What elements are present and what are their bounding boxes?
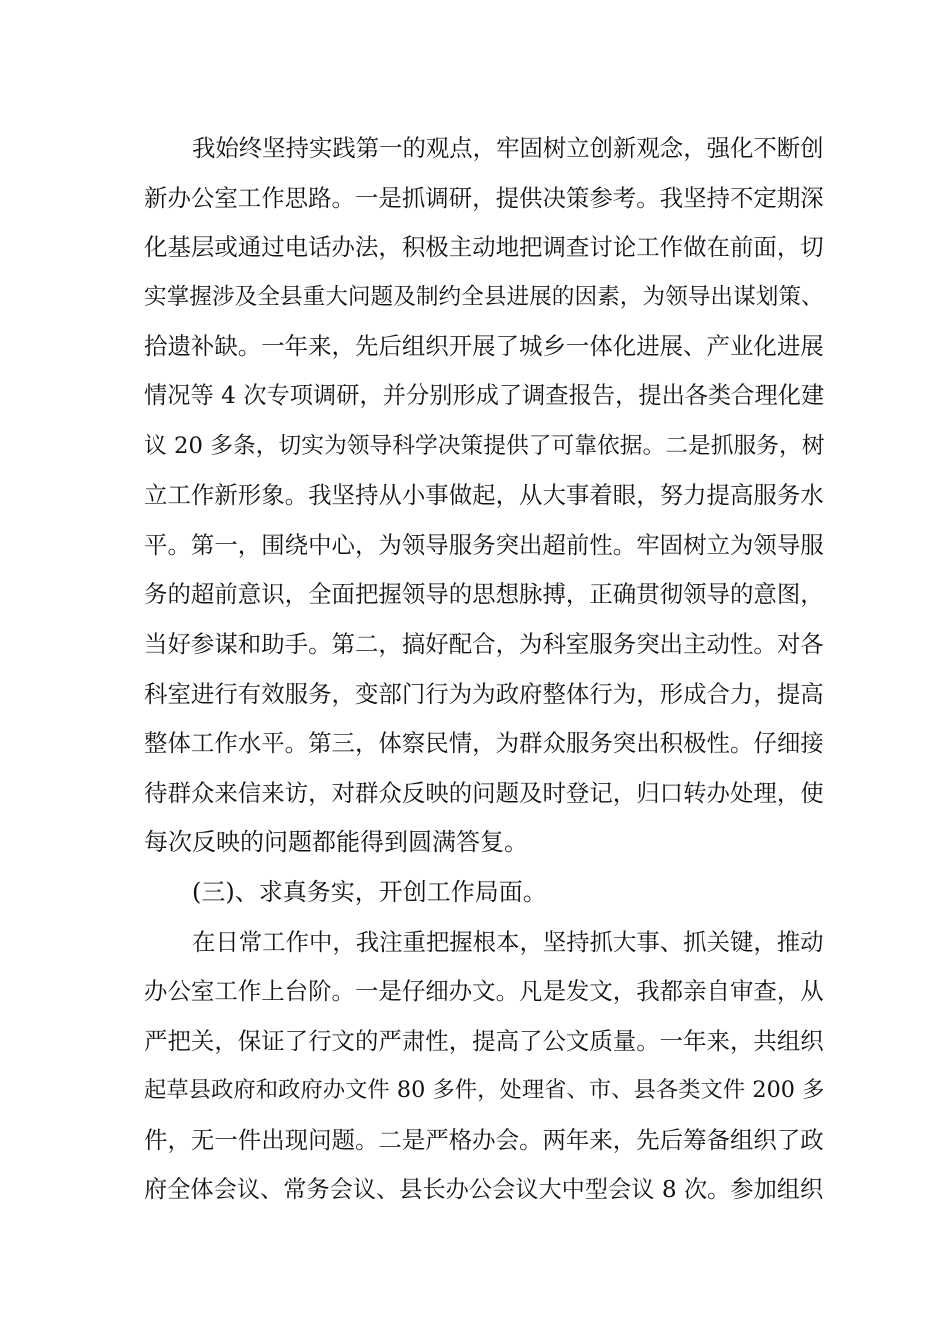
text-line: 整体工作水平。第三，体察民情，为群众服务突出积极性。仔细接 [144,729,824,758]
text-line: 平。第一，围绕中心，为领导服务突出超前性。牢固树立为领导服 [144,530,824,559]
text-line: 当好参谋和助手。第二，搞好配合，为科室服务突出主动性。对各 [144,630,824,658]
text-line: 件，无一件出现问题。二是严格办会。两年来，先后筹备组织了政 [144,1126,824,1154]
text-line: 务的超前意识，全面把握领导的思想脉搏，正确贯彻领导的意图， [144,580,824,609]
text-line: 化基层或通过电话办法，积极主动地把调查讨论工作做在前面，切 [144,233,824,262]
text-line: 待群众来信来访，对群众反映的问题及时登记，归口转办处理，使 [144,778,824,807]
text-line: 拾遗补缺。一年来，先后组织开展了城乡一体化进展、产业化进展 [144,332,824,361]
text-line: 实掌握涉及全县重大问题及制约全县进展的因素，为领导出谋划策、 [144,283,824,310]
text-line: 议 20 多条，切实为领导科学决策提供了可靠依据。二是抓服务，树 [144,432,825,459]
text-line: 科室进行有效服务，变部门行为为政府整体行为，形成合力，提高 [144,679,824,708]
text-line: 每次反映的问题都能得到圆满答复。 [144,828,528,857]
text-line: 情况等 4 次专项调研，并分别形成了调查报告，提出各类合理化建 [144,382,825,409]
text-line: 我始终坚持实践第一的观点，牢固树立创新观念，强化不断创 [192,134,824,162]
text-line: 办公室工作上台阶。一是仔细办文。凡是发文，我都亲自审查，从 [144,977,824,1006]
text-line: (三)、求真务实，开创工作局面。 [192,878,547,906]
text-line: 新办公室工作思路。一是抓调研，提供决策参考。我坚持不定期深 [144,183,824,212]
text-line: 严把关，保证了行文的严肃性，提高了公文质量。一年来，共组织 [144,1026,824,1055]
text-line: 起草县政府和政府办文件 80 多件，处理省、市、县各类文件 200 多 [144,1077,825,1104]
text-line: 立工作新形象。我坚持从小事做起，从大事着眼，努力提高服务水 [144,481,824,510]
text-line: 在日常工作中，我注重把握根本，坚持抓大事、抓关键，推动 [192,927,824,956]
text-line: 府全体会议、常务会议、县长办公会议大中型会议 8 次。参加组织 [144,1175,824,1203]
